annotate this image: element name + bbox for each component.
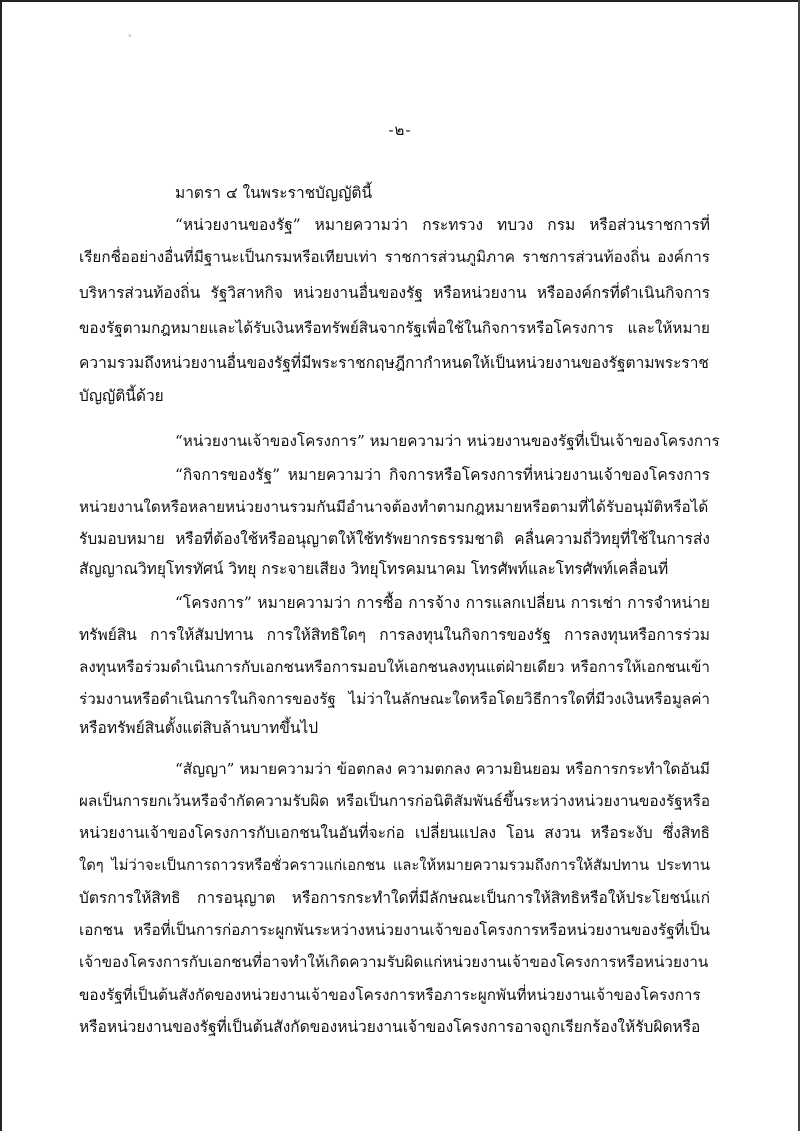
definition-line: ร่วมงานหรือดำเนินการในกิจการของรัฐ ไม่ว่าในลักษณะใดหรือโดยวิธีการใดที่มีวงเงินหรือมูลค่า <box>79 690 710 708</box>
definition-line: สัญญาณวิทยุโทรทัศน์ วิทยุ กระจายเสียง วิทยุโทรคมนาคม โทรศัพท์และโทรศัพท์เคลื่อนที่ <box>79 560 669 578</box>
definition-line: “หน่วยงานของรัฐ” หมายความว่า กระทรวง ทบวง กรม หรือส่วนราชการที่ <box>175 216 710 234</box>
definition-line: ความรวมถึงหน่วยงานอื่นของรัฐที่มีพระราชกฤษฎีกากำหนดให้เป็นหน่วยงานของรัฐตามพระราช <box>79 354 709 372</box>
definition-line: เจ้าของโครงการกับเอกชนที่อาจทำให้เกิดความรับผิดแก่หน่วยงานเจ้าของโครงการหรือหน่วยงาน <box>79 953 709 971</box>
definition-line: ของรัฐตามกฎหมายและได้รับเงินหรือทรัพย์สินจากรัฐเพื่อใช้ในกิจการหรือโครงการ และให้หมาย <box>79 319 710 337</box>
definition-line: ผลเป็นการยกเว้นหรือจำกัดความรับผิด หรือเป็นการก่อนิติสัมพันธ์ขึ้นระหว่างหน่วยงานของรัฐหรือ <box>79 792 710 810</box>
definition-line: หรือหน่วยงานของรัฐที่เป็นต้นสังกัดของหน่วยงานเจ้าของโครงการอาจถูกเรียกร้องให้รับผิดหรือ <box>79 1018 701 1036</box>
definition-line: บริหารส่วนท้องถิ่น รัฐวิสาหกิจ หน่วยงานอื่นของรัฐ หรือหน่วยงาน หรือองค์กรที่ดำเนินกิจการ <box>79 284 710 302</box>
definition-line: ใดๆ ไม่ว่าจะเป็นการถาวรหรือชั่วคราวแก่เอกชน และให้หมายความรวมถึงการให้สัมปทาน ประทาน <box>79 857 710 874</box>
definition-line: หน่วยงานใดหรือหลายหน่วยงานรวมกันมีอำนาจต้องทำตามกฎหมายหรือตามที่ได้รับอนุมัติหรือได้ <box>79 498 709 516</box>
scan-border-top <box>0 0 800 2</box>
page-number: -๒- <box>388 121 412 139</box>
definition-line: หน่วยงานเจ้าของโครงการกับเอกชนในอันที่จะก่อ เปลี่ยนแปลง โอน สงวน หรือระงับ ซึ่งสิทธิ <box>79 824 710 842</box>
definition-line: เอกชน หรือที่เป็นการก่อภาระผูกพันระหว่างหน่วยงานเจ้าของโครงการหรือหน่วยงานของรัฐที่เป็น <box>79 921 710 939</box>
definition-line: บัตรการให้สิทธิ การอนุญาต หรือการกระทำใดที่มีลักษณะเป็นการให้สิทธิหรือให้ประโยชน์แก่ <box>79 889 710 907</box>
scan-speck: ₓ <box>128 30 132 40</box>
definition-line: “หน่วยงานเจ้าของโครงการ” หมายความว่า หน่วยงานของรัฐที่เป็นเจ้าของโครงการ <box>175 432 720 450</box>
definition-line: “โครงการ” หมายความว่า การซื้อ การจ้าง การแลกเปลี่ยน การเช่า การจำหน่าย <box>175 594 710 612</box>
definition-line: หรือทรัพย์สินตั้งแต่สิบล้านบาทขึ้นไป <box>79 719 319 737</box>
definition-line: รับมอบหมาย หรือที่ต้องใช้หรืออนุญาตให้ใช้ทรัพยากรธรรมชาติ คลื่นความถี่วิทยุที่ใช้ในการส่ง <box>79 530 710 548</box>
definition-line: เรียกชื่ออย่างอื่นที่มีฐานะเป็นกรมหรือเทียบเท่า ราชการส่วนภูมิภาค ราชการส่วนท้องถิ่น องค์การ <box>79 248 710 266</box>
section-heading: มาตรา ๔ ในพระราชบัญญัตินี้ <box>175 184 373 202</box>
definition-line: “กิจการของรัฐ” หมายความว่า กิจการหรือโครงการที่หน่วยงานเจ้าของโครงการ <box>175 466 710 484</box>
definition-line: ลงทุนหรือร่วมดำเนินการกับเอกชนหรือการมอบให้เอกชนลงทุนแต่ฝ่ายเดียว หรือการให้เอกชนเข้า <box>79 658 710 676</box>
definition-line: ทรัพย์สิน การให้สัมปทาน การให้สิทธิใดๆ การลงทุนในกิจการของรัฐ การลงทุนหรือการร่วม <box>79 626 710 644</box>
scan-border-left <box>0 0 2 1131</box>
definition-line: “สัญญา” หมายความว่า ข้อตกลง ความตกลง ความยินยอม หรือการกระทำใดอันมี <box>175 760 710 778</box>
definition-line: บัญญัตินี้ด้วย <box>79 387 164 405</box>
definition-line: ของรัฐที่เป็นต้นสังกัดของหน่วยงานเจ้าของโครงการหรือภาระผูกพันที่หน่วยงานเจ้าของโครงการ <box>79 986 701 1004</box>
